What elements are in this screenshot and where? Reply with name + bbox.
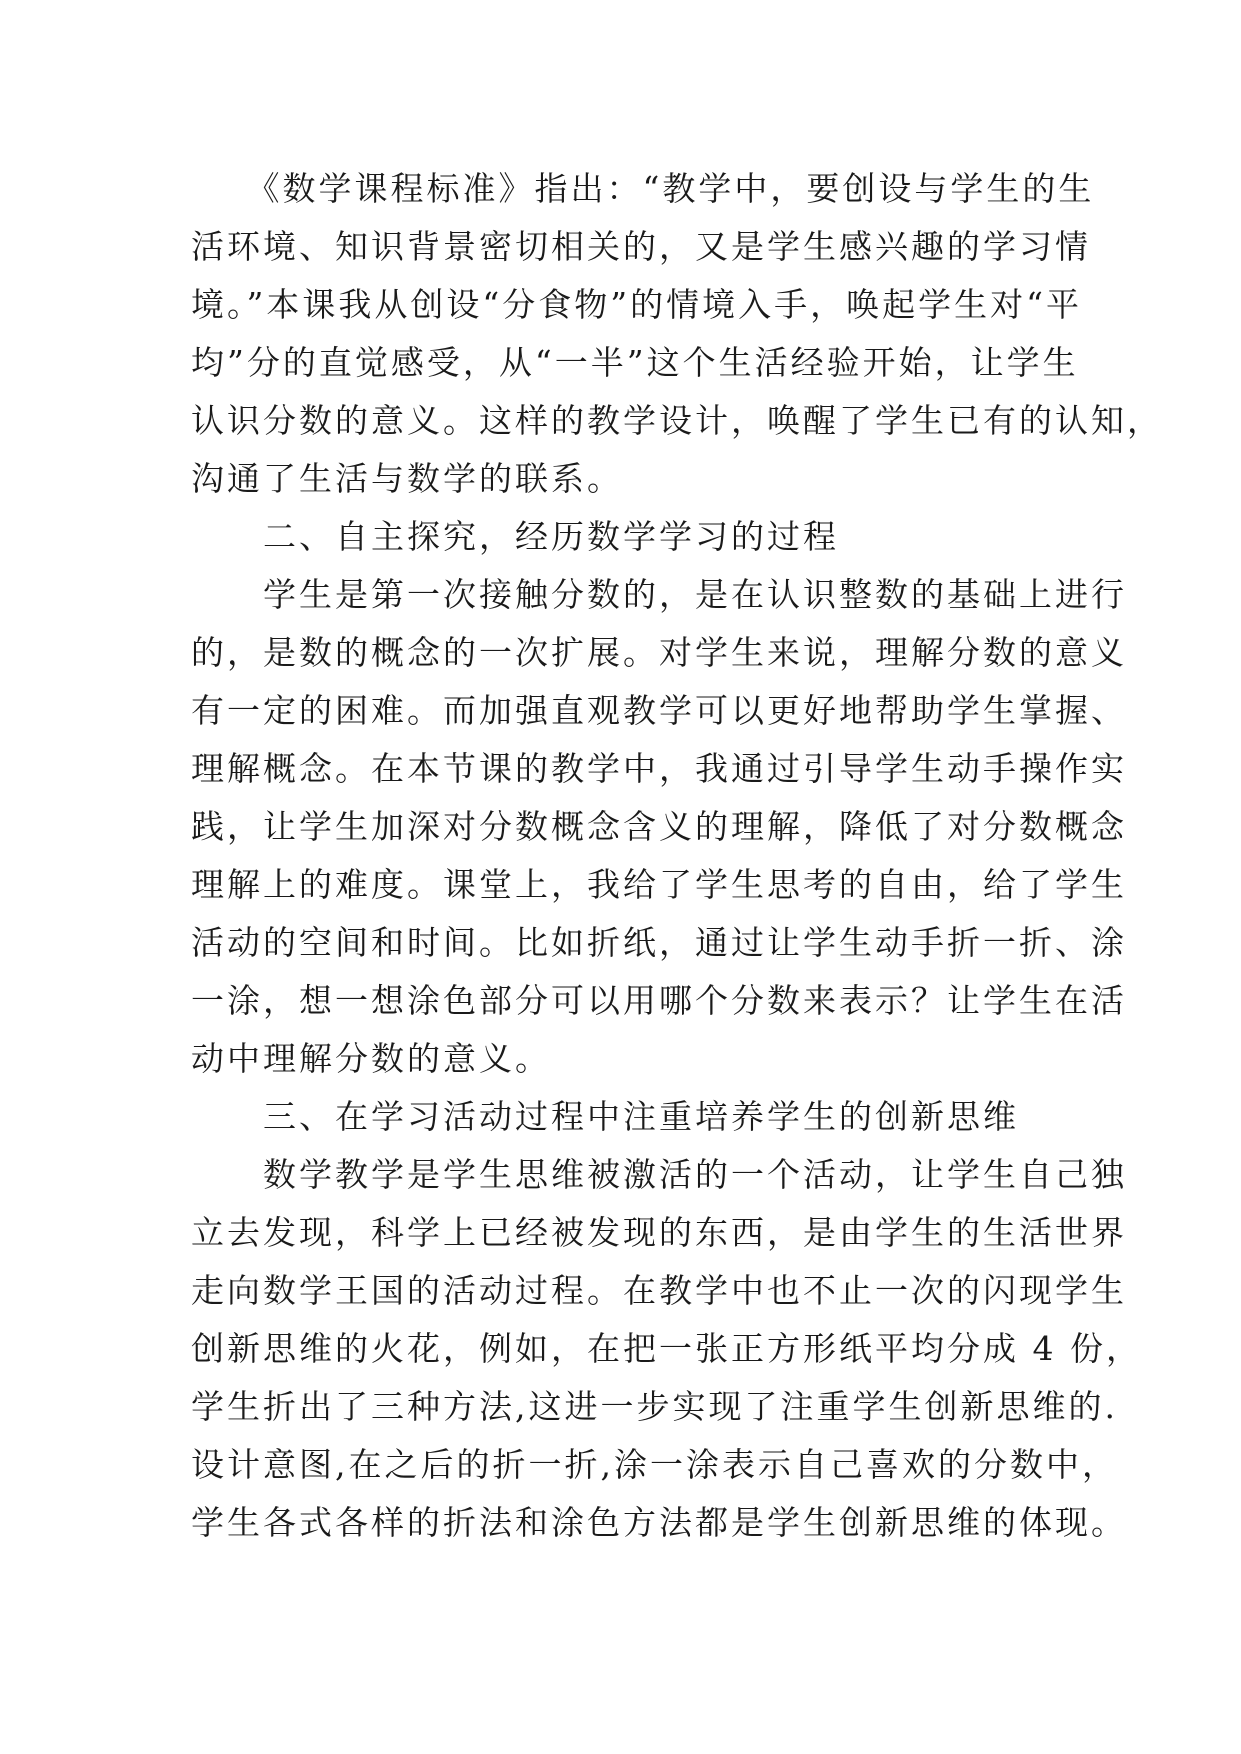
paragraph-line: 沟通了生活与数学的联系。 xyxy=(191,459,623,498)
paragraph-line: 走向数学王国的活动过程。在教学中也不止一次的闪现学生 xyxy=(191,1271,1127,1310)
paragraph-line: 均”分的直觉感受，从“一半”这个生活经验开始，让学生 xyxy=(191,343,1079,382)
paragraph-line: 践，让学生加深对分数概念含义的理解，降低了对分数概念 xyxy=(191,807,1127,846)
document-body xyxy=(191,160,1163,1552)
paragraph-line: 数学教学是学生思维被激活的一个活动，让学生自己独 xyxy=(191,1155,1127,1194)
paragraph-line: 活动的空间和时间。比如折纸，通过让学生动手折一折、涂 xyxy=(191,923,1127,962)
section-heading: 三、在学习活动过程中注重培养学生的创新思维 xyxy=(191,1097,1019,1136)
paragraph-line: 《数学课程标准》指出：“教学中，要创设与学生的生 xyxy=(191,169,1095,208)
paragraph-line: 学生折出了三种方法,这进一步实现了注重学生创新思维的. xyxy=(191,1387,1118,1426)
paragraph-line: 理解上的难度。课堂上，我给了学生思考的自由，给了学生 xyxy=(191,865,1127,904)
paragraph-line: 创新思维的火花，例如，在把一张正方形纸平均分成 4 份， xyxy=(191,1329,1142,1368)
paragraph-line: 学生各式各样的折法和涂色方法都是学生创新思维的体现。 xyxy=(191,1503,1127,1542)
paragraph-line: 活环境、知识背景密切相关的，又是学生感兴趣的学习情 xyxy=(191,227,1091,266)
paragraph-line: 一涂，想一想涂色部分可以用哪个分数来表示？让学生在活 xyxy=(191,981,1127,1020)
paragraph-line: 设计意图,在之后的折一折,涂一涂表示自己喜欢的分数中， xyxy=(191,1445,1118,1484)
paragraph-line: 动中理解分数的意义。 xyxy=(191,1039,551,1078)
paragraph-line: 有一定的困难。而加强直观教学可以更好地帮助学生掌握、 xyxy=(191,691,1127,730)
paragraph-line: 认识分数的意义。这样的教学设计，唤醒了学生已有的认知， xyxy=(191,401,1163,440)
paragraph-line: 的，是数的概念的一次扩展。对学生来说，理解分数的意义 xyxy=(191,633,1127,672)
section-heading: 二、自主探究，经历数学学习的过程 xyxy=(191,517,839,556)
paragraph-line: 理解概念。在本节课的教学中，我通过引导学生动手操作实 xyxy=(191,749,1127,788)
paragraph-line: 境。”本课我从创设“分食物”的情境入手，唤起学生对“平 xyxy=(191,285,1082,324)
paragraph-line: 学生是第一次接触分数的，是在认识整数的基础上进行 xyxy=(191,575,1127,614)
paragraph-line: 立去发现，科学上已经被发现的东西，是由学生的生活世界 xyxy=(191,1213,1127,1252)
